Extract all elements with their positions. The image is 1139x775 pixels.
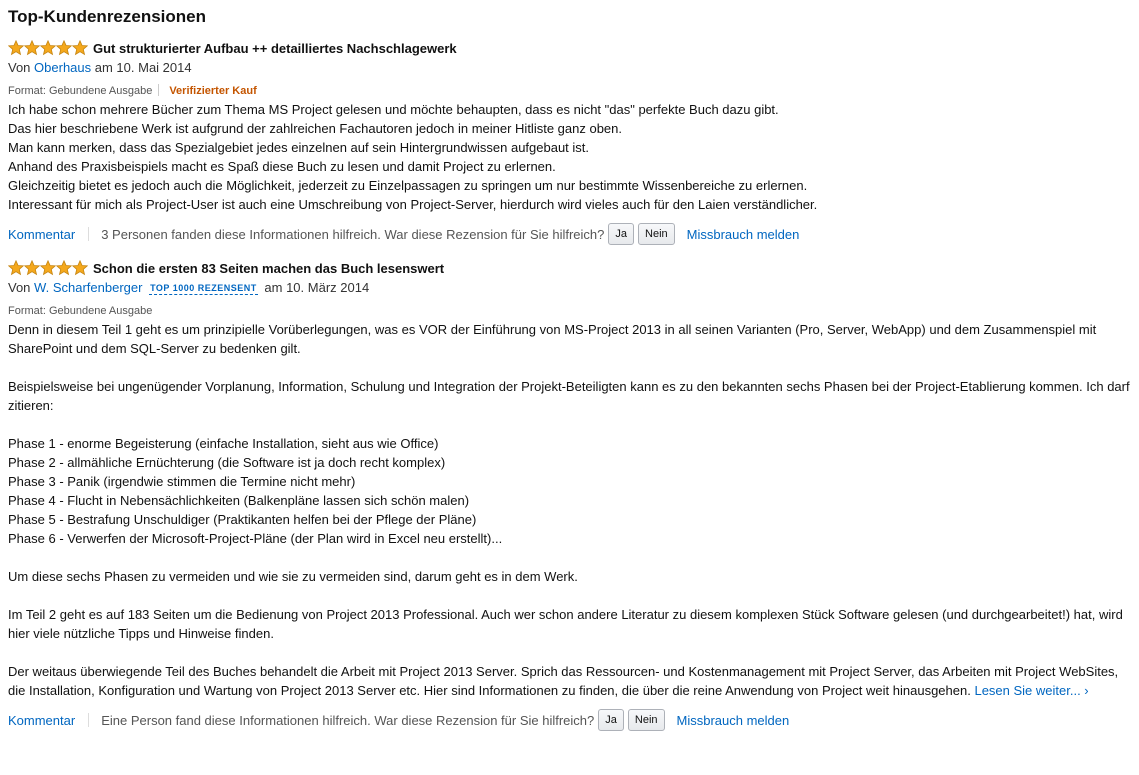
star-icon	[8, 260, 24, 276]
star-icon	[40, 260, 56, 276]
verified-purchase-badge: Verifizierter Kauf	[169, 85, 257, 97]
author-link[interactable]: W. Scharfenberger	[34, 280, 143, 295]
review-byline	[8, 278, 1131, 298]
divider	[158, 84, 159, 96]
by-prefix: Von	[8, 60, 31, 75]
author-link[interactable]: Oberhaus	[34, 60, 92, 75]
star-icon	[56, 40, 72, 56]
phase-line: Phase 6 - Verwerfen der Microsoft-Project-Pläne (der Plan wird in Excel neu erstellt)...	[8, 531, 503, 546]
star-icon	[56, 260, 72, 276]
review-date: am 10. März 2014	[264, 280, 370, 295]
review-line: Das hier beschriebene Werk ist aufgrund der zahlreichen Fachautoren jedoch in meiner Hitliste ganz oben.	[8, 121, 622, 136]
format-label: Format: Gebundene Ausgabe	[8, 305, 153, 317]
divider	[88, 713, 89, 727]
phase-line: Phase 4 - Flucht in Nebensächlichkeiten (Balkenpläne lassen sich schön malen)	[8, 493, 470, 508]
star-icon	[24, 40, 40, 56]
review-paragraph: Denn in diesem Teil 1 geht es um prinzipielle Vorüberlegungen, was es VOR der Einführung von MS-Project 2013 in all seinen Varianten (Pro, Server, WebApp) und dem Zusammenspiel mit SharePoint und dem SQL-Server zu bedenken gilt.	[8, 322, 1097, 356]
phase-line: Phase 2 - allmähliche Ernüchterung (die Software ist ja doch recht komplex)	[8, 455, 446, 470]
phase-line: Phase 3 - Panik (irgendwie stimmen die Termine nicht mehr)	[8, 474, 356, 489]
review-line: Anhand des Praxisbeispiels macht es Spaß diese Buch zu lesen und damit Project zu erlernen.	[8, 159, 556, 174]
review-title: Gut strukturierter Aufbau ++ detailliertes Nachschlagewerk	[93, 40, 457, 56]
by-prefix: Von	[8, 280, 31, 295]
helpful-no-button[interactable]: Nein	[638, 223, 675, 245]
format-label: Format: Gebundene Ausgabe	[8, 85, 153, 97]
format-row	[8, 302, 1131, 320]
review-2	[8, 258, 1131, 732]
helpful-no-button[interactable]: Nein	[628, 709, 665, 731]
star-rating[interactable]	[8, 40, 88, 56]
review-header	[8, 38, 1131, 58]
review-paragraph: Um diese sechs Phasen zu vermeiden und wie sie zu vermeiden sind, darum geht es in dem Werk.	[8, 569, 578, 584]
review-paragraph: Beispielsweise bei ungenügender Vorplanung, Information, Schulung und Integration der Projekt-Beteiligten kann es zu den bekannten sechs Phasen bei der Project-Etablierung kommen. Ich darf zitieren:	[8, 379, 1130, 413]
review-body	[8, 100, 1131, 214]
review-title: Schon die ersten 83 Seiten machen das Buch lesenswert	[93, 260, 445, 276]
review-paragraph: Im Teil 2 geht es auf 183 Seiten um die Bedienung von Project 2013 Professional. Auch wer schon andere Literatur zu diesem komplexen Stück Software gelesen (und durchgearbeitet!) hat, wird hier viele nützliche Tipps und Hinweise finden.	[8, 607, 1123, 641]
report-abuse-link[interactable]: Missbrauch melden	[686, 226, 800, 242]
review-paragraph-text: Der weitaus überwiegende Teil des Buches behandelt die Arbeit mit Project 2013 Server. Sprich das Ressourcen- und Kostenmanagement mit Project Server, das Arbeiten mit Project WebSites, die Installation, Konfiguration und Wartung von Project 2013 Server etc. Hier sind Informationen zu finden, die über die reine Anwendung von Project weit hinausgehen.	[8, 664, 1119, 698]
review-actions	[8, 708, 1131, 732]
review-line: Man kann merken, dass das Spezialgebiet jedes einzelnen auf sein Hintergrundwissen aufgebaut ist.	[8, 140, 590, 155]
helpful-yes-button[interactable]: Ja	[608, 223, 634, 245]
review-date: am 10. Mai 2014	[94, 60, 192, 75]
report-abuse-link[interactable]: Missbrauch melden	[676, 712, 790, 728]
review-body	[8, 320, 1131, 700]
star-icon	[24, 260, 40, 276]
comment-link[interactable]: Kommentar	[8, 712, 76, 728]
review-paragraph-last	[8, 662, 1131, 700]
review-line: Gleichzeitig bietet es jedoch auch die Möglichkeit, jederzeit zu Einzelpassagen zu springen um nur bestimmte Wissenbereiche zu erlernen.	[8, 178, 808, 193]
review-actions	[8, 222, 1131, 246]
helpful-text: 3 Personen fanden diese Informationen hilfreich. War diese Rezension für Sie hilfreich?	[101, 226, 605, 242]
star-icon	[72, 260, 88, 276]
top-reviewer-badge[interactable]: TOP 1000 REZENSENT	[150, 283, 257, 293]
star-icon	[72, 40, 88, 56]
comment-link[interactable]: Kommentar	[8, 226, 76, 242]
star-icon	[8, 40, 24, 56]
review-1	[8, 38, 1131, 246]
helpful-text: Eine Person fand diese Informationen hilfreich. War diese Rezension für Sie hilfreich?	[101, 712, 595, 728]
section-title: Top-Kundenrezensionen	[8, 7, 207, 26]
phase-line: Phase 5 - Bestrafung Unschuldiger (Praktikanten helfen bei der Pflege der Pläne)	[8, 512, 477, 527]
review-header	[8, 258, 1131, 278]
format-row	[8, 82, 1131, 100]
phase-line: Phase 1 - enorme Begeisterung (einfache Installation, sieht aus wie Office)	[8, 436, 439, 451]
star-icon	[40, 40, 56, 56]
read-more-link[interactable]: Lesen Sie weiter... ›	[974, 683, 1089, 698]
review-line: Interessant für mich als Project-User ist auch eine Umschreibung von Project-Server, hierdurch wird vieles auch für den Laien verständlicher.	[8, 197, 818, 212]
helpful-yes-button[interactable]: Ja	[598, 709, 624, 731]
review-byline	[8, 58, 1131, 78]
divider	[88, 227, 89, 241]
review-line: Ich habe schon mehrere Bücher zum Thema MS Project gelesen und möchte behaupten, dass es nicht "das" perfekte Buch dazu gibt.	[8, 102, 779, 117]
star-rating[interactable]	[8, 260, 88, 276]
